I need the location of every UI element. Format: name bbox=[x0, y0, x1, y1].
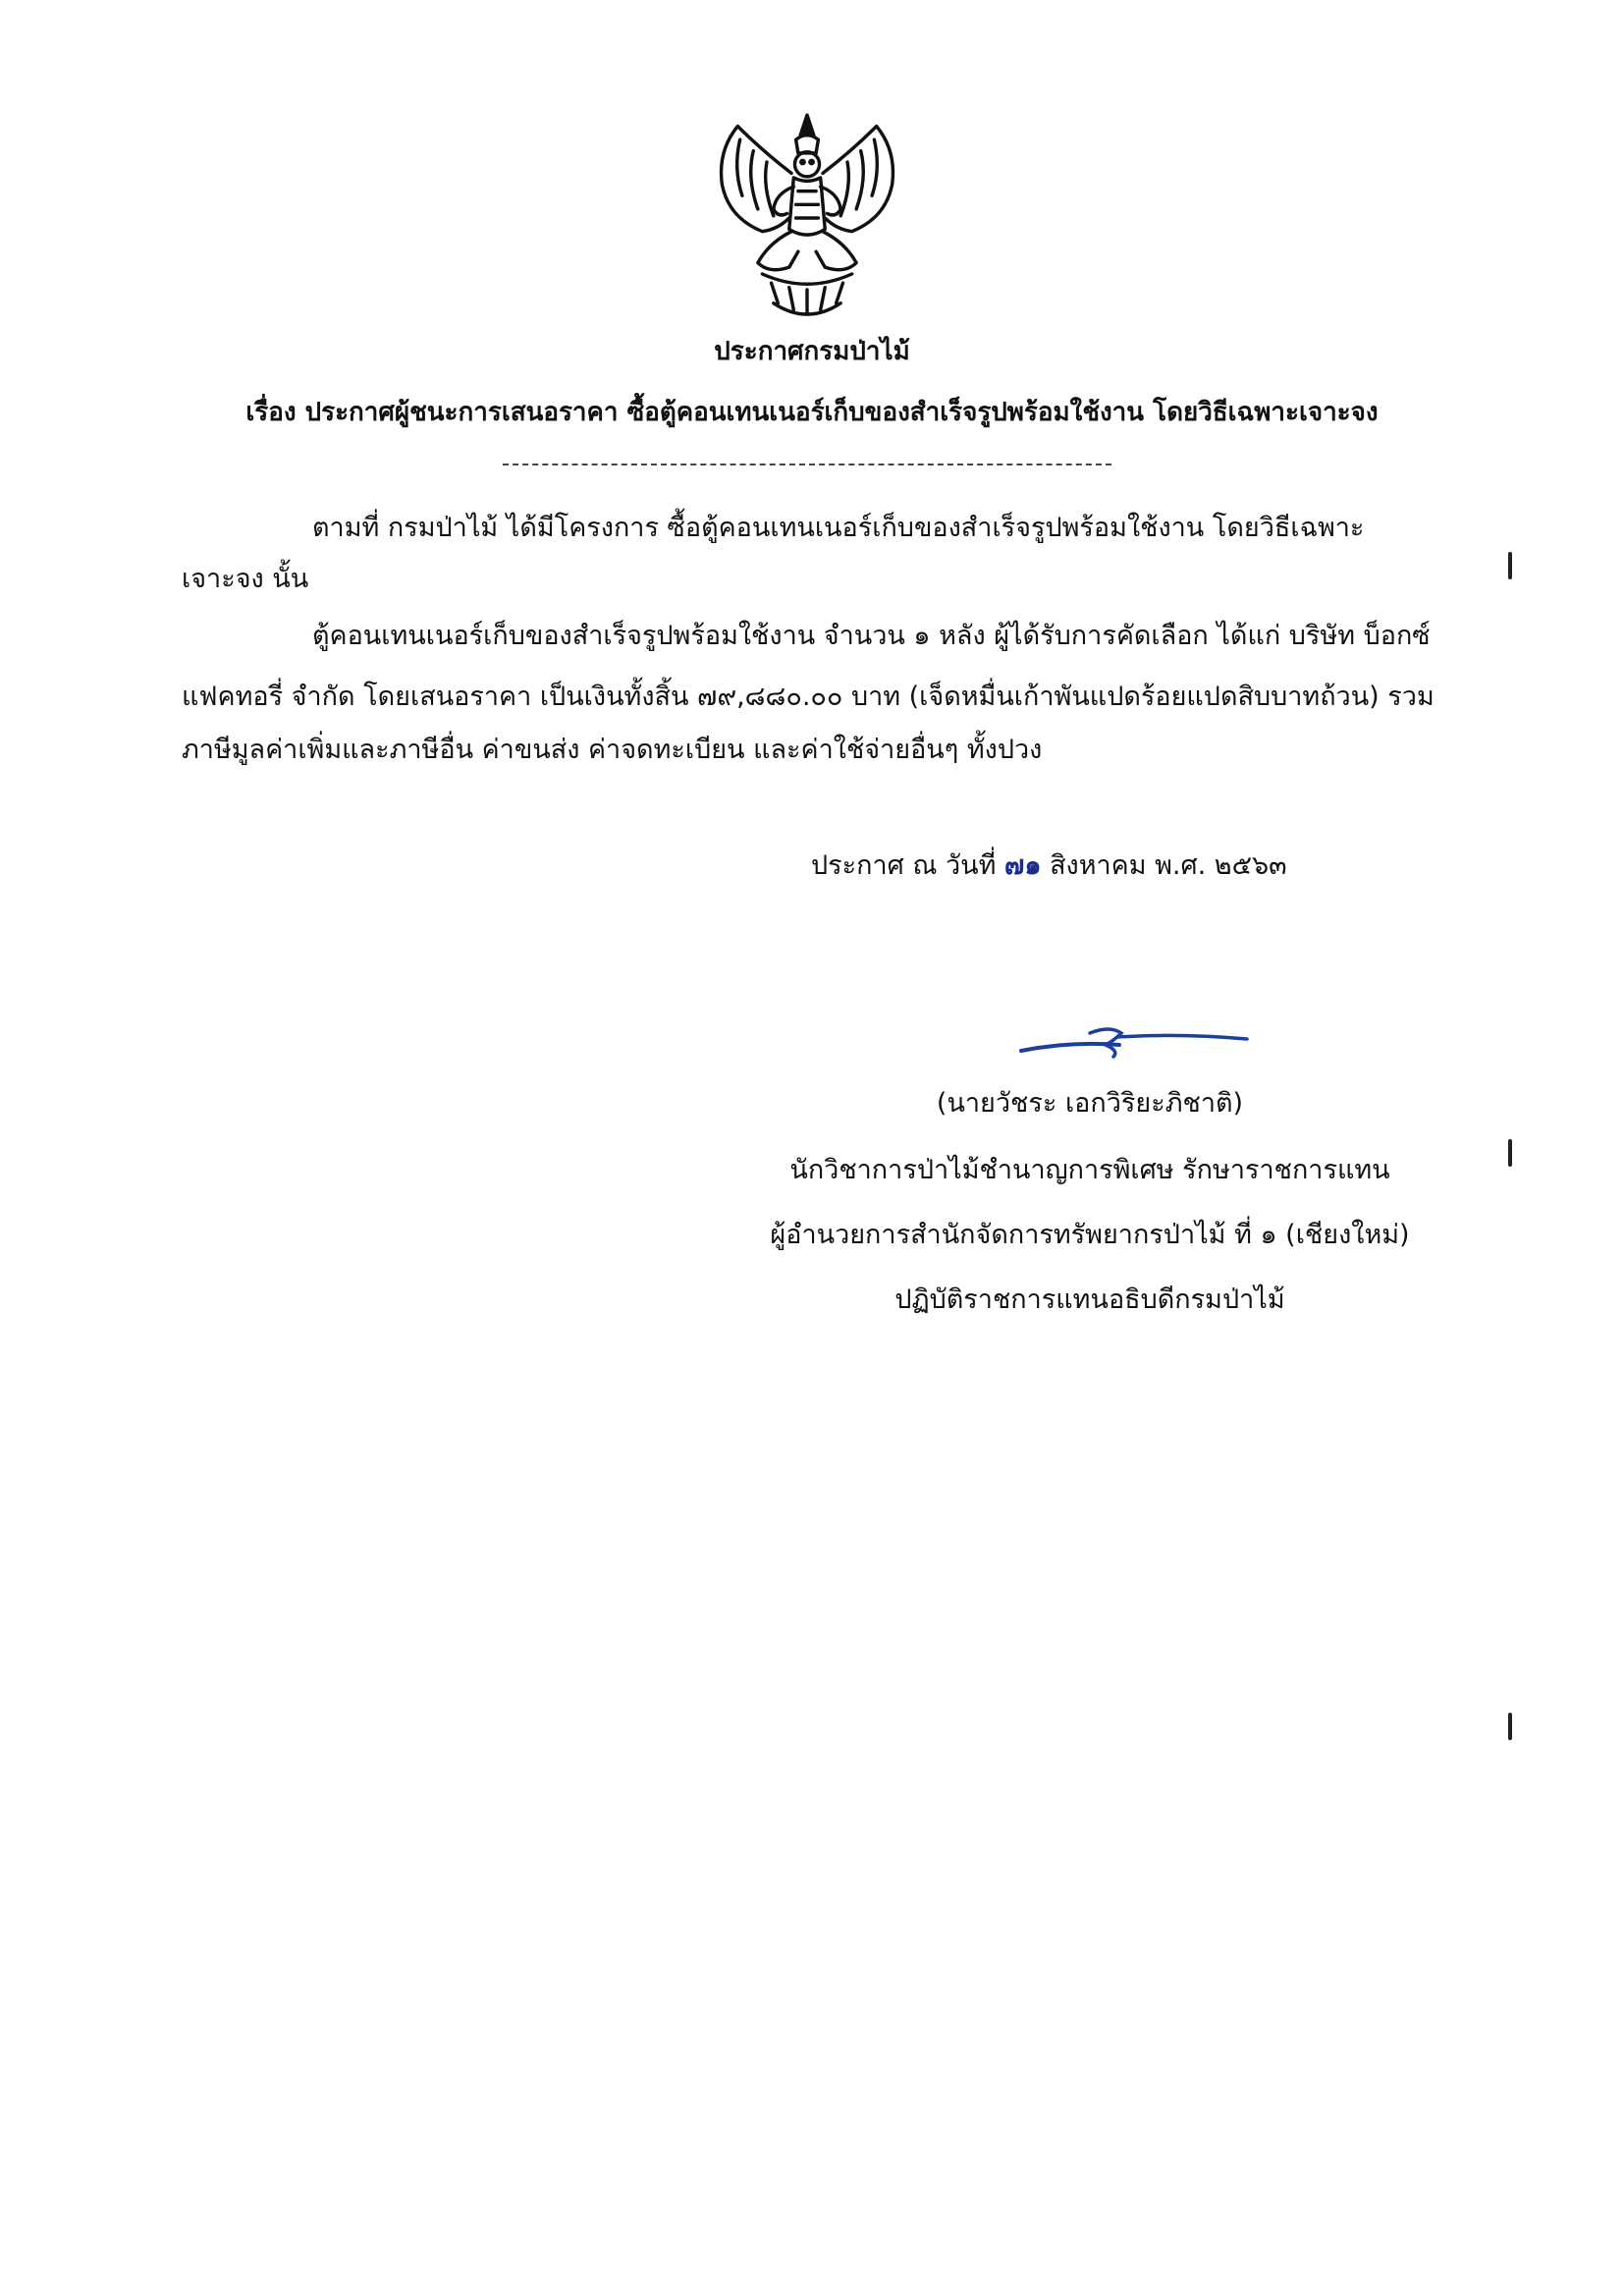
para1-line2: เจาะจง นั้น bbox=[182, 564, 309, 594]
margin-mark bbox=[1508, 1713, 1512, 1740]
signatory-position-line3: ปฏิบัติราชการแทนอธิบดีกรมป่าไม้ bbox=[894, 1285, 1285, 1315]
date-day: ๗๑ bbox=[1004, 850, 1042, 881]
para2-line2: แฟคทอรี่ จำกัด โดยเสนอราคา เป็นเงินทั้งสิ้น ๗๙,๘๘๐.๐๐ บาท (เจ็ดหมื่นเก้าพันแปดร้อยแปดสิบบาทถ้วน) รวม bbox=[182, 682, 1435, 712]
para2-line1: ตู้คอนเทนเนอร์เก็บของสำเร็จรูปพร้อมใช้งาน จำนวน ๑ หลัง ผู้ได้รับการคัดเลือก ได้แก่ บริษัท บ็อกซ์ bbox=[312, 621, 1431, 651]
handwritten-signature bbox=[1011, 1011, 1257, 1070]
date-prefix: ประกาศ ณ วันที่ bbox=[811, 850, 997, 881]
para2-line3: ภาษีมูลค่าเพิ่มและภาษีอื่น ค่าขนส่ง ค่าจดทะเบียน และค่าใช้จ่ายอื่นๆ ทั้งปวง bbox=[182, 735, 1043, 765]
dashed-divider bbox=[503, 464, 1111, 465]
announcement-date bbox=[811, 847, 1287, 886]
signatory-position-line1: นักวิชาการป่าไม้ชำนาญการพิเศษ รักษาราชการแทน bbox=[789, 1155, 1390, 1185]
margin-mark bbox=[1508, 1139, 1512, 1167]
announcement-subject: เรื่อง ประกาศผู้ชนะการเสนอราคา ซื้อตู้คอนเทนเนอร์เก็บของสำเร็จรูปพร้อมใช้งาน โดยวิธีเฉพาะเจาะจง bbox=[245, 398, 1379, 427]
garuda-emblem-icon bbox=[695, 106, 919, 330]
margin-mark bbox=[1508, 552, 1512, 579]
signatory-position-line2: ผู้อำนวยการสำนักจัดการทรัพยากรป่าไม้ ที่ ๑ (เชียงใหม่) bbox=[770, 1220, 1410, 1250]
para1-line1: ตามที่ กรมป่าไม้ ได้มีโครงการ ซื้อตู้คอนเทนเนอร์เก็บของสำเร็จรูปพร้อมใช้งาน โดยวิธีเฉพาะ bbox=[312, 513, 1365, 543]
date-month-year: สิงหาคม พ.ศ. ๒๕๖๓ bbox=[1050, 850, 1287, 881]
page-title: ประกาศกรมป่าไม้ bbox=[714, 337, 910, 366]
signatory-name: (นายวัชระ เอกวิริยะภิชาติ) bbox=[936, 1088, 1244, 1119]
